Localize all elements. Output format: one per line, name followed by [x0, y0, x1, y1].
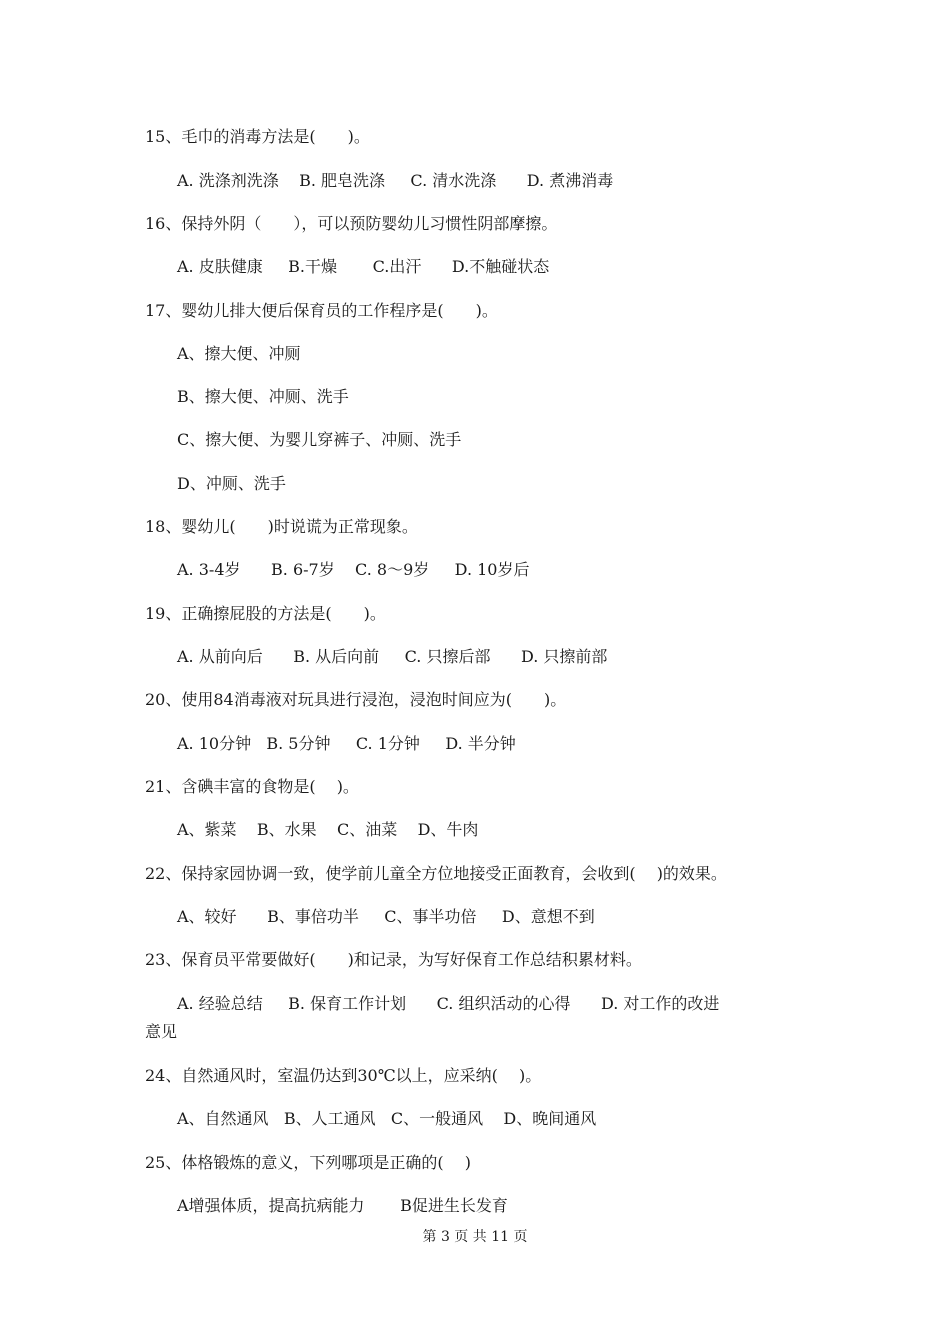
- question-stem: 25、体格锻炼的意义，下列哪项是正确的( ): [145, 1153, 471, 1172]
- question-option: A、擦大便、冲厕: [177, 344, 301, 363]
- question-options: A. 10分钟 B. 5分钟 C. 1分钟 D. 半分钟: [177, 734, 516, 753]
- question-options: A. 经验总结 B. 保育工作计划 C. 组织活动的心得 D. 对工作的改进: [177, 994, 720, 1013]
- question-stem: 16、保持外阴（ ），可以预防婴幼儿习惯性阴部摩擦。: [145, 214, 558, 233]
- question-option: D、冲厕、洗手: [177, 474, 286, 493]
- question-option: C、擦大便、为婴儿穿裤子、冲厕、洗手: [177, 430, 462, 449]
- question-option: B、擦大便、冲厕、洗手: [177, 387, 349, 406]
- question-options: A. 皮肤健康 B.干燥 C.出汗 D.不触碰状态: [177, 257, 550, 276]
- question-options: A、紫菜 B、水果 C、油菜 D、牛肉: [177, 820, 479, 839]
- question-stem: 21、含碘丰富的食物是( )。: [145, 777, 359, 796]
- question-stem: 22、保持家园协调一致，使学前儿童全方位地接受正面教育，会收到( )的效果。: [145, 864, 727, 883]
- question-stem: 17、婴幼儿排大便后保育员的工作程序是( )。: [145, 301, 498, 320]
- page-footer: 第 3 页 共 11 页: [422, 1229, 528, 1245]
- question-stem: 23、保育员平常要做好( )和记录，为写好保育工作总结积累材料。: [145, 950, 642, 969]
- question-options: A增强体质，提高抗病能力 B促进生长发育: [177, 1196, 508, 1215]
- question-options: A. 从前向后 B. 从后向前 C. 只擦后部 D. 只擦前部: [177, 647, 608, 666]
- question-options: A. 3-4岁 B. 6-7岁 C. 8～9岁 D. 10岁后: [177, 560, 530, 579]
- question-stem: 20、使用84消毒液对玩具进行浸泡，浸泡时间应为( )。: [145, 690, 567, 709]
- question-stem: 15、毛巾的消毒方法是( )。: [145, 127, 370, 146]
- question-options: A、较好 B、事倍功半 C、事半功倍 D、意想不到: [177, 907, 595, 926]
- question-options-continuation: 意见: [145, 1022, 178, 1041]
- question-options: A. 洗涤剂洗涤 B. 肥皂洗涤 C. 清水洗涤 D. 煮沸消毒: [177, 171, 614, 190]
- question-stem: 19、正确擦屁股的方法是( )。: [145, 604, 386, 623]
- question-stem: 18、婴幼儿( )时说谎为正常现象。: [145, 517, 418, 536]
- question-options: A、自然通风 B、人工通风 C、一般通风 D、晚间通风: [177, 1109, 597, 1128]
- question-stem: 24、自然通风时，室温仍达到30℃以上，应采纳( )。: [145, 1066, 542, 1085]
